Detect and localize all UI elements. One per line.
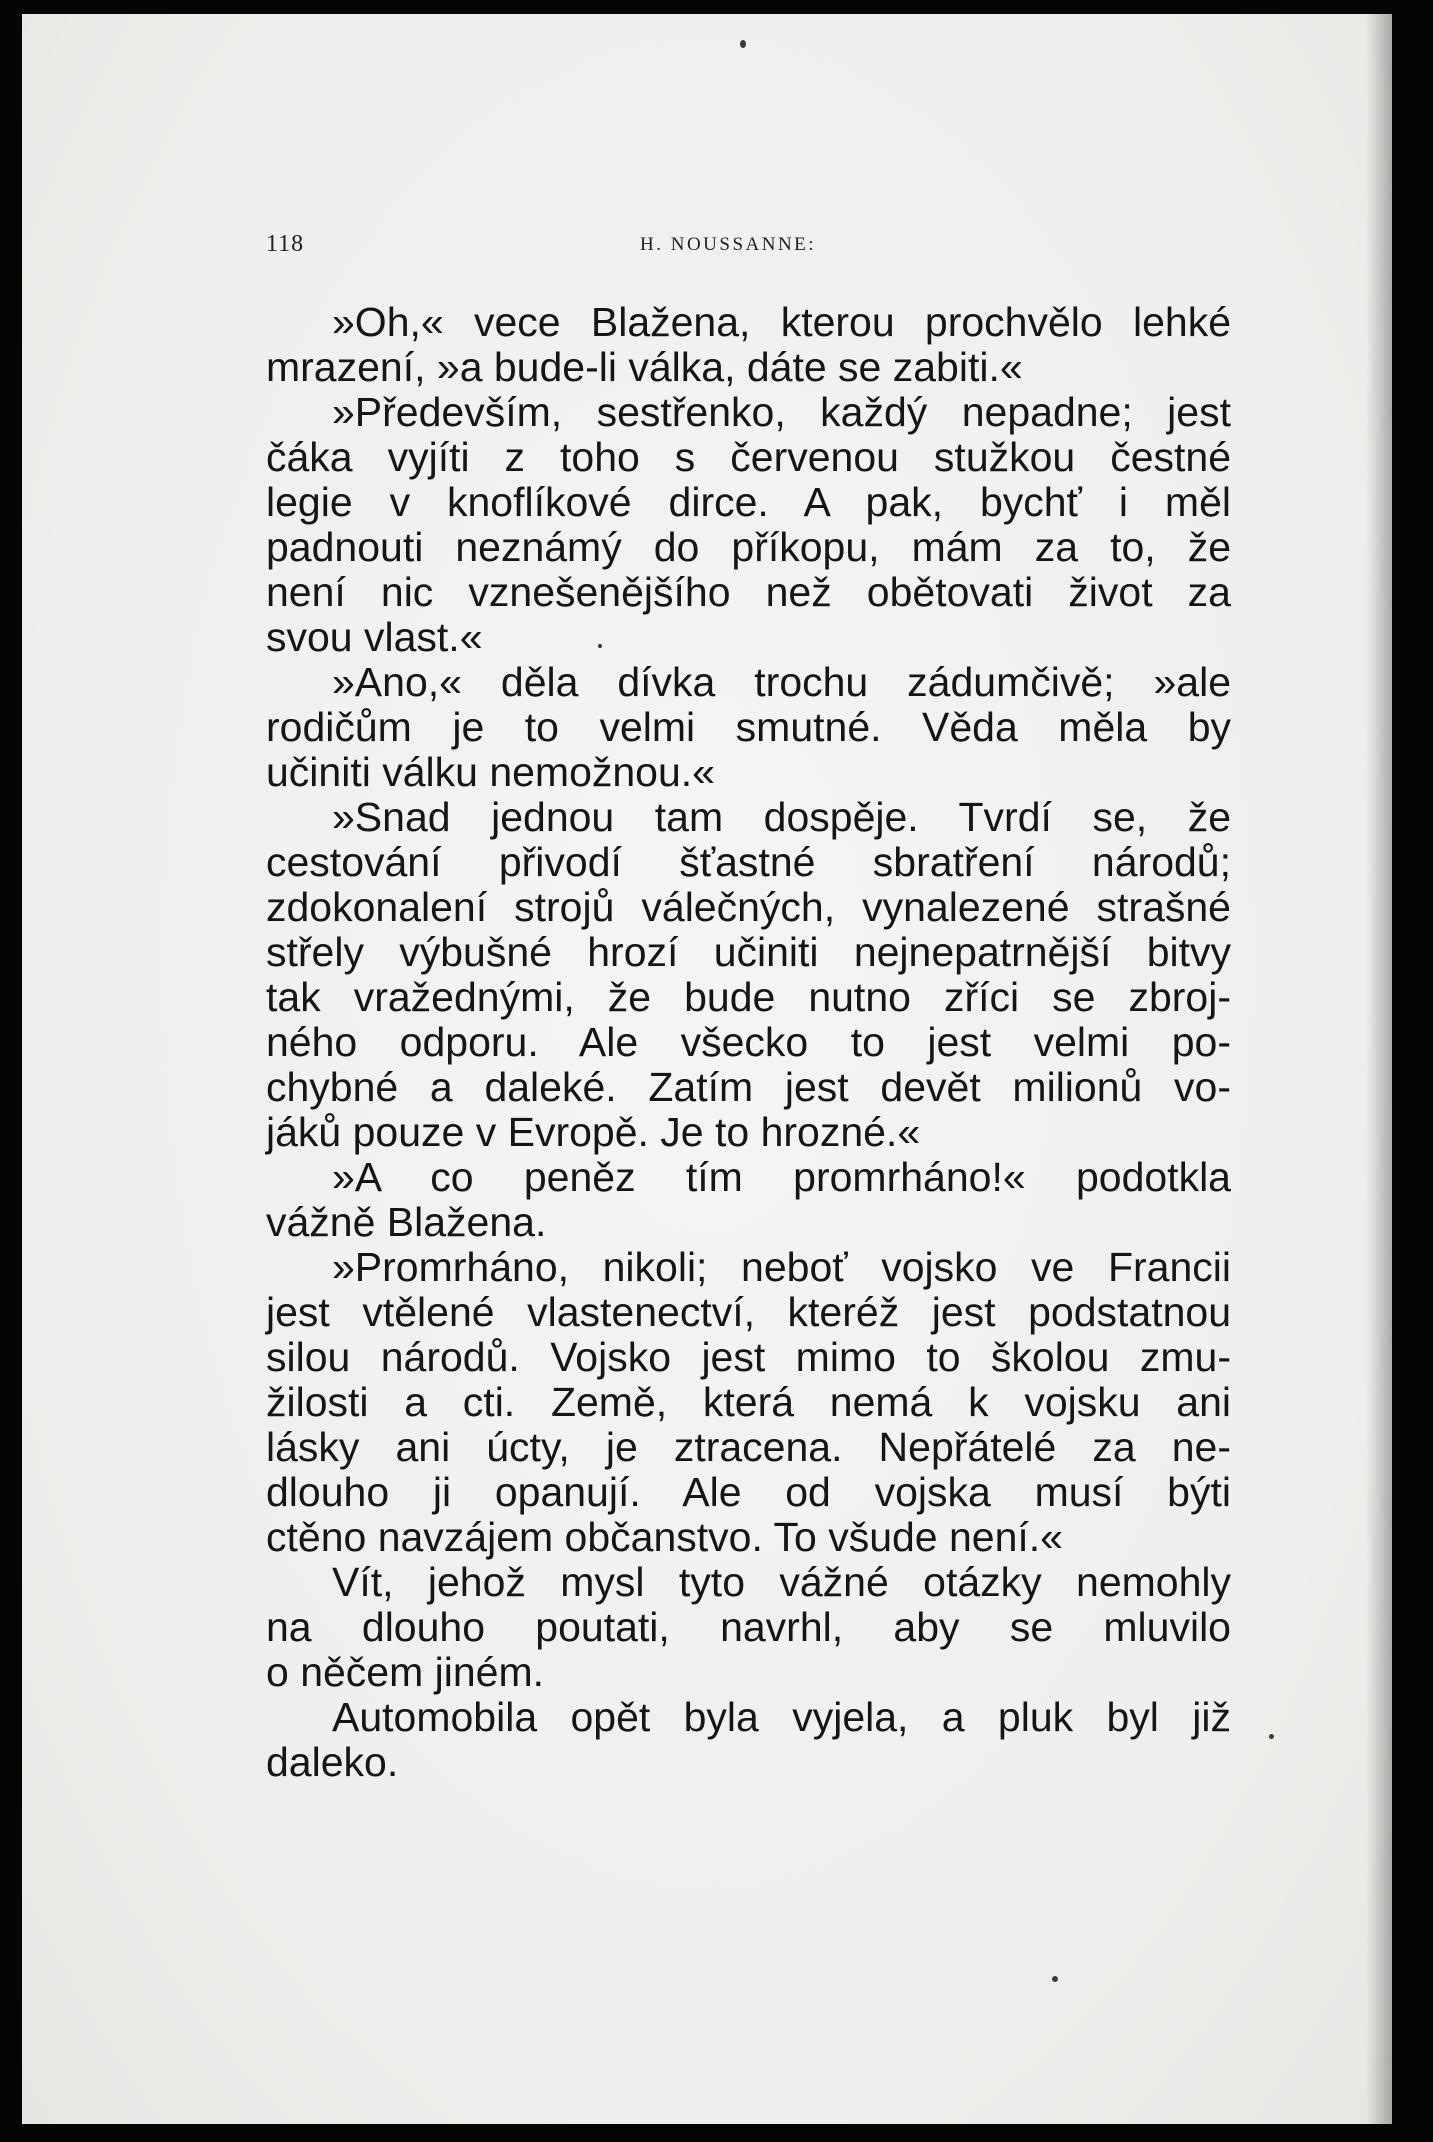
paragraph (266, 795, 1231, 1155)
ink-speck (598, 644, 602, 648)
text-line: padnouti neznámý do příkopu, mám za to, že (266, 524, 1231, 570)
paragraph (266, 390, 1231, 660)
paragraph (266, 1245, 1231, 1560)
text-line: cestování přivodí šťastné sbratření národů; (266, 839, 1231, 885)
text-line: není nic vznešenějšího než obětovati život za (266, 569, 1231, 615)
text-line: legie v knoflíkové dirce. A pak, bychť i měl (266, 479, 1231, 525)
text-line: o něčem jiném. (266, 1649, 545, 1695)
text-line: »Snad jednou tam dospěje. Tvrdí se, že (332, 794, 1231, 840)
text-line: jáků pouze v Evropě. Je to hrozné.« (266, 1109, 921, 1155)
text-line: tak vražednými, že bude nutno zříci se zbroj- (266, 974, 1231, 1020)
paragraph (266, 1695, 1231, 1785)
page-number: 118 (266, 231, 305, 257)
paragraph (266, 300, 1231, 390)
text-line: Vít, jehož mysl tyto vážné otázky nemohly (332, 1559, 1231, 1605)
text-line: zdokonalení strojů válečných, vynalezené strašné (266, 884, 1231, 930)
text-line: žilosti a cti. Země, která nemá k vojsku ani (266, 1379, 1231, 1425)
text-line: učiniti válku nemožnou.« (266, 749, 715, 795)
text-line: lásky ani úcty, je ztracena. Nepřátelé za ne- (266, 1424, 1231, 1470)
page-header (266, 231, 1231, 261)
text-line: mrazení, »a bude-li válka, dáte se zabiti.« (266, 344, 1023, 390)
text-line: Automobila opět byla vyjela, a pluk byl již (332, 1694, 1231, 1740)
book-page (22, 14, 1392, 2124)
text-line: silou národů. Vojsko jest mimo to školou zmu- (266, 1334, 1231, 1380)
ink-speck (740, 40, 746, 48)
body-text (266, 300, 1231, 1785)
text-line: »Především, sestřenko, každý nepadne; jest (332, 389, 1231, 435)
text-line: rodičům je to velmi smutné. Věda měla by (266, 704, 1231, 750)
text-line: ného odporu. Ale všecko to jest velmi po- (266, 1019, 1231, 1065)
text-line: svou vlast.« (266, 614, 483, 660)
text-line: čáka vyjíti z toho s červenou stužkou čestné (266, 434, 1231, 480)
text-line: dlouho ji opanují. Ale od vojska musí býti (266, 1469, 1231, 1515)
paragraph (266, 1155, 1231, 1245)
text-line: »Promrháno, nikoli; neboť vojsko ve Francii (332, 1244, 1231, 1290)
paragraph (266, 660, 1231, 795)
text-line: daleko. (266, 1739, 399, 1785)
text-line: ctěno navzájem občanstvo. To všude není.« (266, 1514, 1063, 1560)
text-line: jest vtělené vlastenectví, kteréž jest podstatnou (266, 1289, 1231, 1335)
text-line: střely výbušné hrozí učiniti nejnepatrnější bitvy (266, 929, 1231, 975)
text-line: chybné a daleké. Zatím jest devět milionů vo- (266, 1064, 1231, 1110)
paragraph (266, 1560, 1231, 1695)
running-head: H. NOUSSANNE: (640, 234, 817, 255)
ink-speck (1052, 1976, 1058, 1982)
text-line: na dlouho poutati, navrhl, aby se mluvilo (266, 1604, 1231, 1650)
text-line: »Oh,« vece Blažena, kterou prochvělo lehké (332, 299, 1231, 345)
text-line: »Ano,« děla dívka trochu zádumčivě; »ale (332, 659, 1231, 705)
ink-speck (1269, 1734, 1274, 1739)
text-line: »A co peněz tím promrháno!« podotkla (332, 1154, 1231, 1200)
text-line: vážně Blažena. (266, 1199, 547, 1245)
